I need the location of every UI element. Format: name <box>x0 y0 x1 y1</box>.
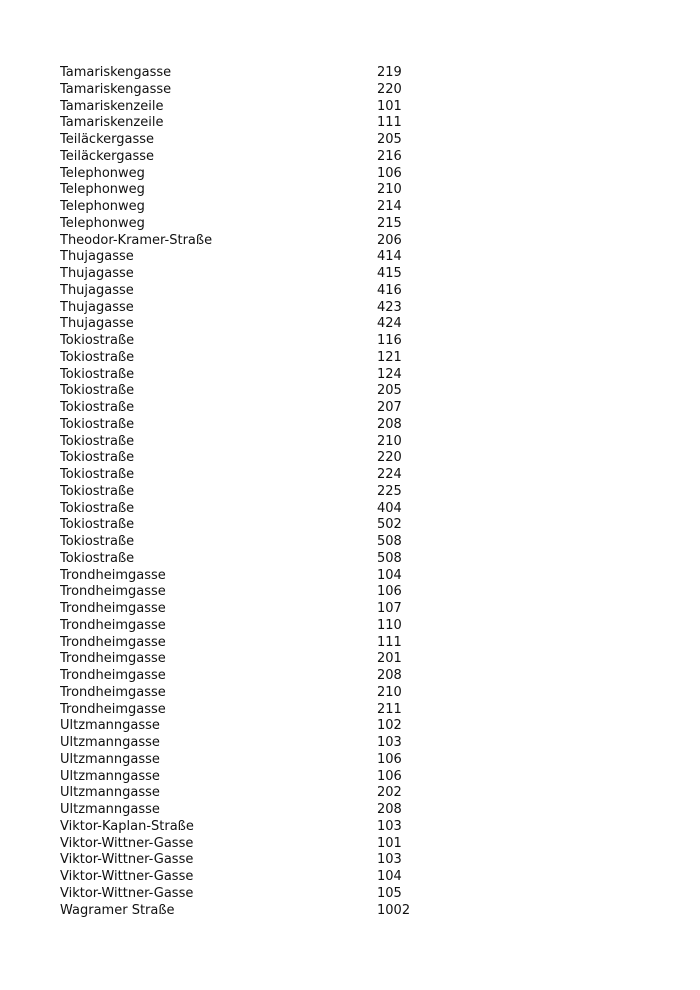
street-name-cell: Trondheimgasse <box>60 584 166 600</box>
street-name-cell: Telephonweg <box>60 199 145 214</box>
house-number-cell: 104 <box>377 869 402 884</box>
table-row <box>60 852 480 869</box>
house-number-cell: 121 <box>377 349 402 365</box>
table-row <box>60 316 480 333</box>
street-name-cell: Teiläckergasse <box>60 148 155 164</box>
house-number-cell: 101 <box>377 835 402 851</box>
street-name-cell: Telephonweg <box>60 215 145 231</box>
table-row <box>60 685 480 702</box>
table-row <box>60 651 480 668</box>
table-row <box>60 434 480 451</box>
table-row <box>60 484 480 501</box>
table-row <box>60 551 480 568</box>
table-row <box>60 166 480 183</box>
street-name-cell: Ultzmanngasse <box>60 802 160 817</box>
house-number-cell: 111 <box>377 115 402 131</box>
street-name-cell: Theodor-Kramer-Straße <box>60 232 213 248</box>
street-name-cell: Trondheimgasse <box>60 701 166 717</box>
house-number-cell: 205 <box>377 132 402 147</box>
street-number-table <box>60 65 480 919</box>
house-number-cell: 508 <box>377 534 402 549</box>
street-name-cell: Trondheimgasse <box>60 668 166 683</box>
street-name-cell: Tokiostraße <box>60 517 135 533</box>
street-name-cell: Tokiostraße <box>60 433 135 449</box>
table-row <box>60 350 480 367</box>
table-row <box>60 517 480 534</box>
house-number-cell: 214 <box>377 199 402 214</box>
house-number-cell: 104 <box>377 567 402 583</box>
street-name-cell: Trondheimgasse <box>60 617 166 633</box>
street-name-cell: Tamariskengasse <box>60 81 172 97</box>
house-number-cell: 207 <box>377 400 402 415</box>
street-name-cell: Tokiostraße <box>60 550 135 566</box>
house-number-cell: 201 <box>377 651 402 667</box>
table-row <box>60 182 480 199</box>
street-name-cell: Tokiostraße <box>60 383 135 399</box>
table-row <box>60 216 480 233</box>
table-row <box>60 450 480 467</box>
street-name-cell: Tokiostraße <box>60 467 135 482</box>
table-row <box>60 769 480 786</box>
house-number-cell: 210 <box>377 182 402 198</box>
table-row <box>60 534 480 551</box>
street-name-cell: Thujagasse <box>60 299 134 315</box>
table-row <box>60 367 480 384</box>
table-row <box>60 802 480 819</box>
table-row <box>60 702 480 719</box>
street-name-cell: Tamariskenzeile <box>60 115 164 131</box>
street-name-cell: Ultzmanngasse <box>60 768 160 784</box>
house-number-cell: 106 <box>377 768 402 784</box>
house-number-cell: 206 <box>377 232 402 248</box>
table-row <box>60 233 480 250</box>
table-row <box>60 635 480 652</box>
street-name-cell: Thujagasse <box>60 249 134 265</box>
house-number-cell: 224 <box>377 467 402 482</box>
table-row <box>60 266 480 283</box>
table-row <box>60 199 480 216</box>
house-number-cell: 116 <box>377 333 402 348</box>
table-row <box>60 249 480 266</box>
house-number-cell: 102 <box>377 718 402 734</box>
table-row <box>60 752 480 769</box>
table-row <box>60 333 480 350</box>
table-row <box>60 618 480 635</box>
house-number-cell: 103 <box>377 818 402 834</box>
house-number-cell: 106 <box>377 584 402 600</box>
table-row <box>60 82 480 99</box>
house-number-cell: 208 <box>377 668 402 683</box>
table-row <box>60 283 480 300</box>
table-row <box>60 149 480 166</box>
house-number-cell: 416 <box>377 282 402 298</box>
table-row <box>60 568 480 585</box>
table-row <box>60 417 480 434</box>
street-name-cell: Tokiostraße <box>60 450 135 466</box>
house-number-cell: 106 <box>377 751 402 767</box>
table-row <box>60 65 480 82</box>
street-name-cell: Trondheimgasse <box>60 634 166 650</box>
street-name-cell: Thujagasse <box>60 266 134 281</box>
house-number-cell: 220 <box>377 450 402 466</box>
table-row <box>60 383 480 400</box>
house-number-cell: 220 <box>377 81 402 97</box>
street-name-cell: Viktor-Kaplan-Straße <box>60 818 194 834</box>
table-row <box>60 718 480 735</box>
house-number-cell: 1002 <box>377 902 411 918</box>
house-number-cell: 210 <box>377 433 402 449</box>
house-number-cell: 215 <box>377 215 402 231</box>
street-name-cell: Ultzmanngasse <box>60 785 160 801</box>
street-name-cell: Trondheimgasse <box>60 684 166 700</box>
house-number-cell: 404 <box>377 500 402 516</box>
house-number-cell: 216 <box>377 148 402 164</box>
table-row <box>60 132 480 149</box>
street-name-cell: Ultzmanngasse <box>60 718 160 734</box>
table-row <box>60 400 480 417</box>
street-name-cell: Wagramer Straße <box>60 902 175 918</box>
house-number-cell: 202 <box>377 785 402 801</box>
house-number-cell: 208 <box>377 416 402 432</box>
street-name-cell: Viktor-Wittner-Gasse <box>60 835 194 851</box>
street-name-cell: Ultzmanngasse <box>60 751 160 767</box>
house-number-cell: 110 <box>377 617 402 633</box>
table-row <box>60 785 480 802</box>
street-name-cell: Tokiostraße <box>60 416 135 432</box>
house-number-cell: 424 <box>377 316 402 332</box>
street-name-cell: Trondheimgasse <box>60 567 166 583</box>
table-row <box>60 115 480 132</box>
street-name-cell: Tokiostraße <box>60 349 135 365</box>
street-name-cell: Trondheimgasse <box>60 651 166 667</box>
street-name-cell: Trondheimgasse <box>60 601 166 616</box>
house-number-cell: 502 <box>377 517 402 533</box>
house-number-cell: 225 <box>377 483 402 499</box>
house-number-cell: 101 <box>377 98 402 114</box>
street-name-cell: Tokiostraße <box>60 483 135 499</box>
street-name-cell: Tokiostraße <box>60 534 135 549</box>
street-name-cell: Thujagasse <box>60 282 134 298</box>
table-row <box>60 735 480 752</box>
street-name-cell: Teiläckergasse <box>60 132 155 147</box>
table-row <box>60 501 480 518</box>
table-row <box>60 668 480 685</box>
house-number-cell: 103 <box>377 735 402 750</box>
street-name-cell: Telephonweg <box>60 182 145 198</box>
house-number-cell: 208 <box>377 802 402 817</box>
house-number-cell: 508 <box>377 550 402 566</box>
street-name-cell: Ultzmanngasse <box>60 735 160 750</box>
street-name-cell: Telephonweg <box>60 165 145 181</box>
table-row <box>60 836 480 853</box>
house-number-cell: 205 <box>377 383 402 399</box>
street-name-cell: Thujagasse <box>60 316 134 332</box>
street-name-cell: Tamariskengasse <box>60 65 172 80</box>
house-number-cell: 124 <box>377 366 402 382</box>
table-row <box>60 819 480 836</box>
house-number-cell: 211 <box>377 701 402 717</box>
house-number-cell: 219 <box>377 65 402 80</box>
table-row <box>60 601 480 618</box>
table-row <box>60 584 480 601</box>
table-row <box>60 903 480 920</box>
street-name-cell: Tokiostraße <box>60 500 135 516</box>
house-number-cell: 415 <box>377 266 402 281</box>
house-number-cell: 107 <box>377 601 402 616</box>
street-name-cell: Viktor-Wittner-Gasse <box>60 852 194 868</box>
table-row <box>60 467 480 484</box>
table-row <box>60 886 480 903</box>
table-row <box>60 99 480 116</box>
house-number-cell: 423 <box>377 299 402 315</box>
house-number-cell: 106 <box>377 165 402 181</box>
street-name-cell: Viktor-Wittner-Gasse <box>60 885 194 901</box>
table-row <box>60 869 480 886</box>
street-name-cell: Tamariskenzeile <box>60 98 164 114</box>
street-name-cell: Tokiostraße <box>60 333 135 348</box>
table-row <box>60 300 480 317</box>
street-name-cell: Tokiostraße <box>60 400 135 415</box>
house-number-cell: 111 <box>377 634 402 650</box>
house-number-cell: 414 <box>377 249 402 265</box>
house-number-cell: 105 <box>377 885 402 901</box>
street-name-cell: Viktor-Wittner-Gasse <box>60 869 194 884</box>
street-name-cell: Tokiostraße <box>60 366 135 382</box>
house-number-cell: 103 <box>377 852 402 868</box>
house-number-cell: 210 <box>377 684 402 700</box>
